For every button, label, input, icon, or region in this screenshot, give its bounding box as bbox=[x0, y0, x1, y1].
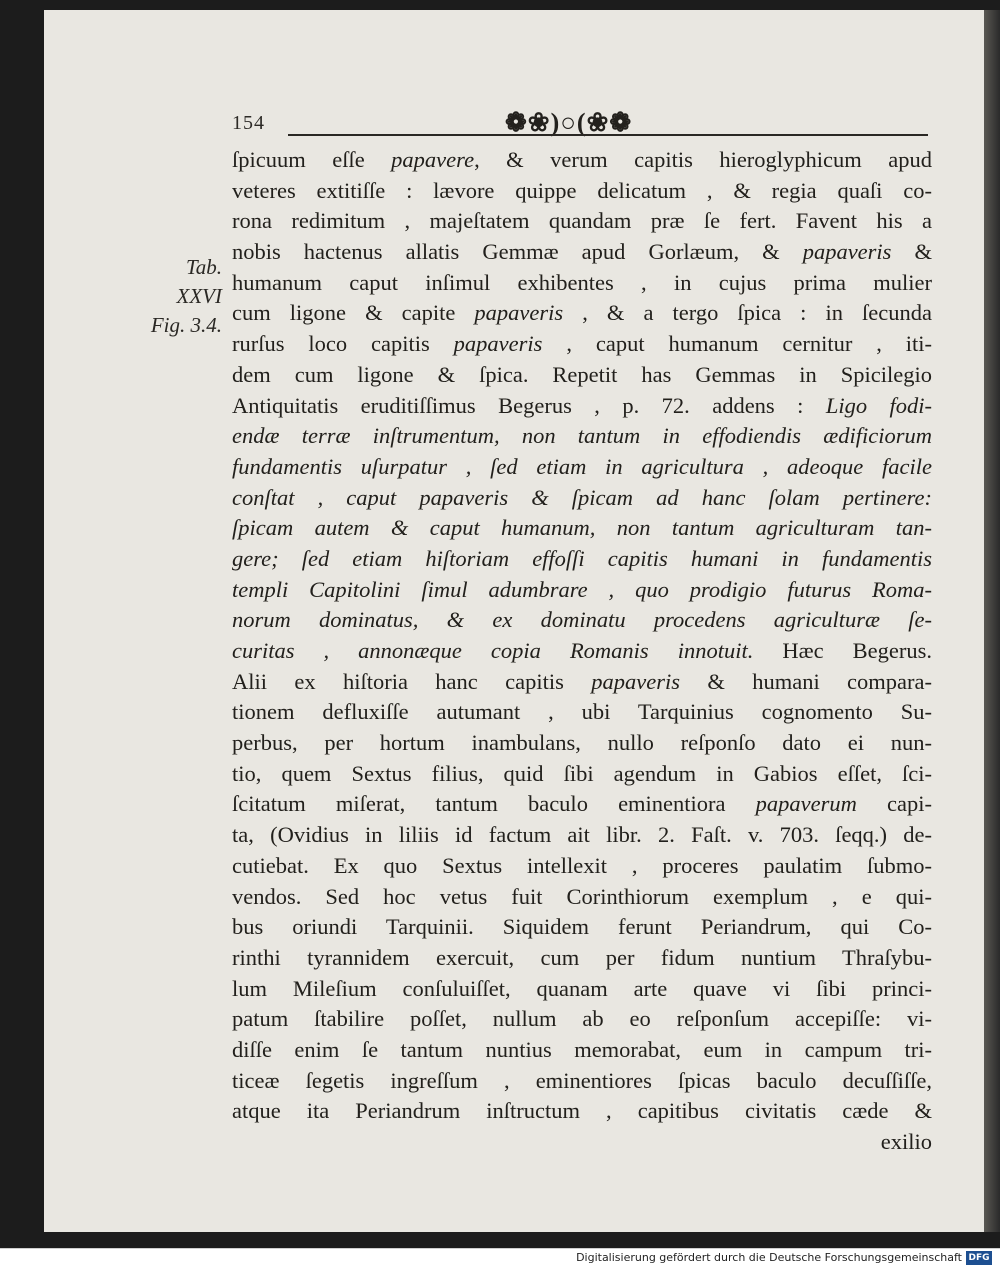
text-line bbox=[232, 452, 932, 483]
text-run: rona redimitum , majeſtatem quandam præ ſe fert. Favent his a bbox=[232, 208, 932, 234]
text-line bbox=[232, 667, 932, 698]
text-line bbox=[232, 421, 932, 452]
text-run: rurſus loco capitis bbox=[232, 331, 454, 357]
text-run: capi- bbox=[856, 791, 933, 817]
text-line bbox=[232, 851, 932, 882]
text-line bbox=[232, 575, 932, 606]
text-line bbox=[232, 697, 932, 728]
text-run: Hæc Begerus. bbox=[753, 638, 932, 663]
text-run: tionem defluxiſſe autumant , ubi Tarquinius cognomento Su- bbox=[232, 699, 932, 725]
text-line bbox=[232, 974, 932, 1005]
text-run: & bbox=[891, 239, 932, 265]
italic-text: templi Capitolini ſimul adumbrare , quo prodigio futurus Roma- bbox=[232, 576, 932, 602]
italic-text: papaveris bbox=[453, 331, 543, 357]
text-line bbox=[232, 1066, 932, 1097]
margin-note-line: XXVI bbox=[176, 284, 222, 308]
italic-text: papaveris bbox=[802, 239, 892, 265]
text-run: vendos. Sed hoc vetus fuit Corinthiorum exemplum , e qui- bbox=[232, 883, 932, 909]
text-line bbox=[232, 329, 932, 360]
text-run: diſſe enim ſe tantum nuntius memorabat, eum in campum tri- bbox=[232, 1036, 932, 1062]
italic-text: curitas , annonæque copia Romanis innotuit. bbox=[232, 638, 754, 663]
text-run: patum ſtabilire poſſet, nullum ab eo reſponſum accepiſſe: vi- bbox=[232, 1006, 932, 1032]
text-run: lum Mileſium conſuluiſſet, quanam arte quave vi ſibi princi- bbox=[232, 975, 932, 1001]
text-run: cutiebat. Ex quo Sextus intellexit , proceres paulatim ſubmo- bbox=[232, 852, 932, 878]
page-edge-shadow bbox=[984, 10, 1000, 1232]
text-run: , & verum capitis hieroglyphicum apud bbox=[474, 147, 932, 172]
text-run: ſcitatum miſerat, tantum baculo eminentiora bbox=[232, 791, 756, 817]
margin-note-line: Tab. bbox=[185, 255, 222, 279]
text-line bbox=[232, 1035, 932, 1066]
text-line bbox=[232, 1127, 932, 1158]
text-run: bus oriundi Tarquinii. Siquidem ferunt Periandrum, qui Co- bbox=[232, 914, 932, 940]
text-line bbox=[232, 391, 932, 422]
italic-text: fundamentis uſurpatur , ſed etiam in agricultura , adeoque facile bbox=[232, 453, 932, 479]
text-line bbox=[232, 759, 932, 790]
text-line bbox=[232, 636, 932, 667]
text-line bbox=[232, 943, 932, 974]
italic-text: ſpicam autem & caput humanum, non tantum agriculturam tan- bbox=[232, 515, 932, 541]
text-line bbox=[232, 268, 932, 299]
text-run: atque ita Periandrum inſtructum , capitibus civitatis cæde & bbox=[232, 1098, 932, 1124]
text-line bbox=[232, 176, 932, 207]
text-run: , & a tergo ſpica : in ſecunda bbox=[563, 300, 932, 326]
text-line bbox=[232, 912, 932, 943]
text-line bbox=[232, 360, 932, 391]
header-rule bbox=[288, 134, 928, 136]
italic-text: papaveris bbox=[474, 300, 564, 326]
text-run: , caput humanum cernitur , iti- bbox=[542, 331, 932, 357]
text-run: cum ligone & capite bbox=[232, 300, 475, 326]
text-line bbox=[232, 820, 932, 851]
text-line bbox=[232, 298, 932, 329]
header-ornament: ❁❀)○(❀❁ bbox=[505, 108, 633, 137]
text-run: veteres extitiſſe : lævore quippe delicatum , & regia quaſi co- bbox=[232, 177, 932, 203]
text-run: exilio bbox=[880, 1129, 932, 1154]
text-run: tio, quem Sextus filius, quid ſibi agendum in Gabios eſſet, ſci- bbox=[232, 760, 932, 786]
page-number: 154 bbox=[232, 112, 265, 134]
text-line bbox=[232, 513, 932, 544]
text-line bbox=[232, 1004, 932, 1035]
text-line bbox=[232, 882, 932, 913]
text-run: ſpicuum eſſe bbox=[232, 147, 392, 172]
margin-note bbox=[126, 253, 222, 340]
text-line bbox=[232, 1096, 932, 1127]
italic-text: Ligo fodi- bbox=[825, 392, 933, 418]
text-line bbox=[232, 206, 932, 237]
italic-text: papaverum bbox=[755, 791, 857, 817]
italic-text: papaveris bbox=[591, 668, 680, 694]
italic-text: endæ terræ inſtrumentum, non tantum in effodiendis ædificiorum bbox=[232, 423, 932, 449]
text-run: & humani compara- bbox=[679, 668, 932, 694]
body-text bbox=[232, 145, 932, 1158]
text-run: Antiquitatis eruditiſſimus Begerus , p. 72. addens : bbox=[232, 392, 826, 418]
text-line bbox=[232, 544, 932, 575]
text-run: rinthi tyrannidem exercuit, cum per fidum nuntium Thraſybu- bbox=[232, 944, 932, 970]
text-run: nobis hactenus allatis Gemmæ apud Gorlæum, & bbox=[232, 239, 803, 265]
text-run: ticeæ ſegetis ingreſſum , eminentiores ſpicas baculo decuſſiſſe, bbox=[232, 1067, 932, 1093]
text-run: dem cum ligone & ſpica. Repetit has Gemmas in Spicilegio bbox=[232, 361, 932, 387]
italic-text: norum dominatus, & ex dominatu procedens agriculturæ ſe- bbox=[232, 607, 932, 633]
text-run: Alii ex hiſtoria hanc capitis bbox=[232, 668, 592, 694]
text-run: ta, (Ovidius in liliis id factum ait libr. 2. Faſt. v. 703. ſeqq.) de- bbox=[232, 822, 932, 848]
text-line bbox=[232, 483, 932, 514]
text-line bbox=[232, 789, 932, 820]
italic-text: conſtat , caput papaveris & ſpicam ad hanc ſolam pertinere: bbox=[232, 484, 932, 510]
italic-text: papavere bbox=[391, 147, 475, 172]
text-run: perbus, per hortum inambulans, nullo reſponſo dato ei nun- bbox=[232, 730, 932, 756]
text-line bbox=[232, 728, 932, 759]
italic-text: gere; ſed etiam hiſtoriam effoſſi capitis humani in fundamentis bbox=[232, 545, 932, 571]
text-run: humanum caput inſimul exhibentes , in cujus prima mulier bbox=[232, 269, 932, 295]
margin-note-line: Fig. 3.4. bbox=[150, 313, 222, 337]
dfg-logo: DFG bbox=[966, 1251, 992, 1265]
footer-credit: Digitalisierung gefördert durch die Deutsche Forschungsgemeinschaft bbox=[576, 1251, 962, 1264]
text-line bbox=[232, 237, 932, 268]
text-line bbox=[232, 145, 932, 176]
text-line bbox=[232, 605, 932, 636]
